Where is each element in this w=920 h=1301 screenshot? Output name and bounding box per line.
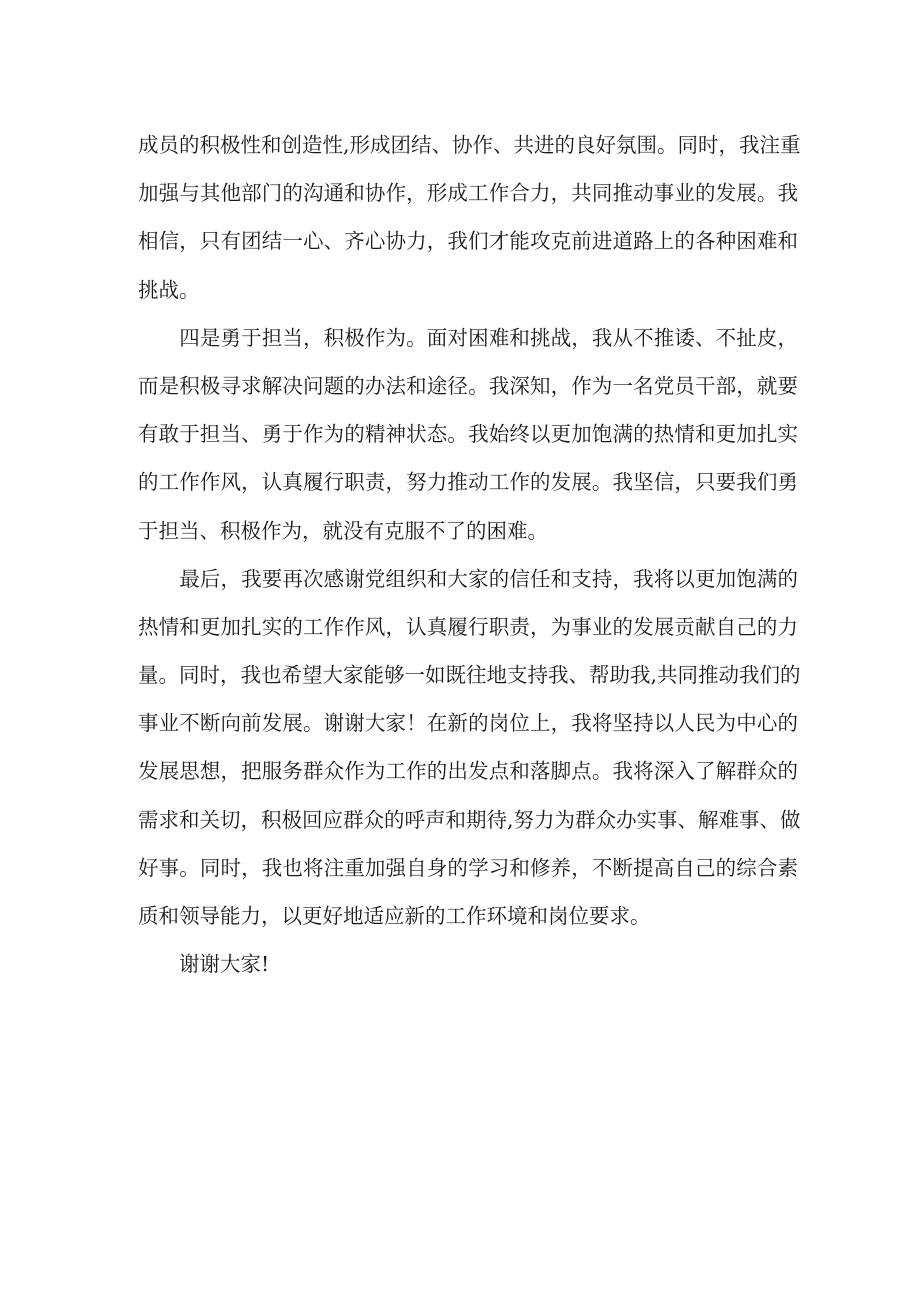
text-line: 发展思想，把服务群众作为工作的出发点和落脚点。我将深入了解群众的	[138, 759, 798, 784]
text-line: 需求和关切，积极回应群众的呼声和期待,努力为群众办实事、解难事、做	[138, 807, 801, 832]
text-line: 质和领导能力，以更好地适应新的工作环境和岗位要求。	[138, 904, 651, 928]
paragraph-2	[138, 314, 798, 555]
text-line: 成员的积极性和创造性,形成团结、协作、共进的良好氛围。同时，我注重	[138, 133, 801, 157]
text-line: 而是积极寻求解决问题的办法和途径。我深知，作为一名党员干部，就要	[138, 373, 798, 398]
text-line: 最后，我要再次感谢党组织和大家的信任和支持，我将以更加饱满的	[138, 566, 798, 591]
text-line: 挑战。	[138, 277, 200, 302]
document-body	[138, 121, 801, 988]
text-line: 有敢于担当、勇于作为的精神状态。我始终以更加饱满的热情和更加扎实	[138, 422, 798, 447]
paragraph-3	[138, 555, 801, 941]
text-line: 事业不断向前发展。谢谢大家！在新的岗位上，我将坚持以人民为中心的	[138, 711, 798, 736]
text-line: 于担当、积极作为，就没有克服不了的困难。	[138, 518, 548, 543]
text-line: 四是勇于担当，积极作为。面对困难和挑战，我从不推诿、不扯皮，	[138, 325, 798, 350]
text-line: 加强与其他部门的沟通和协作，形成工作合力，共同推动事业的发展。我	[138, 181, 798, 206]
text-line: 相信，只有团结一心、齐心协力，我们才能攻克前进道路上的各种困难和	[138, 229, 798, 254]
closing-line: 谢谢大家!	[138, 952, 270, 977]
text-line: 好事。同时，我也将注重加强自身的学习和修养，不断提高自己的综合素	[138, 855, 798, 880]
text-line: 热情和更加扎实的工作作风，认真履行职责，为事业的发展贡献自己的力	[138, 614, 798, 639]
text-line: 的工作作风，认真履行职责，努力推动工作的发展。我坚信，只要我们勇	[138, 470, 798, 495]
text-line: 量。同时，我也希望大家能够一如既往地支持我、帮助我,共同推动我们的	[138, 663, 801, 688]
paragraph-closing	[138, 940, 798, 988]
paragraph-1	[138, 121, 801, 314]
